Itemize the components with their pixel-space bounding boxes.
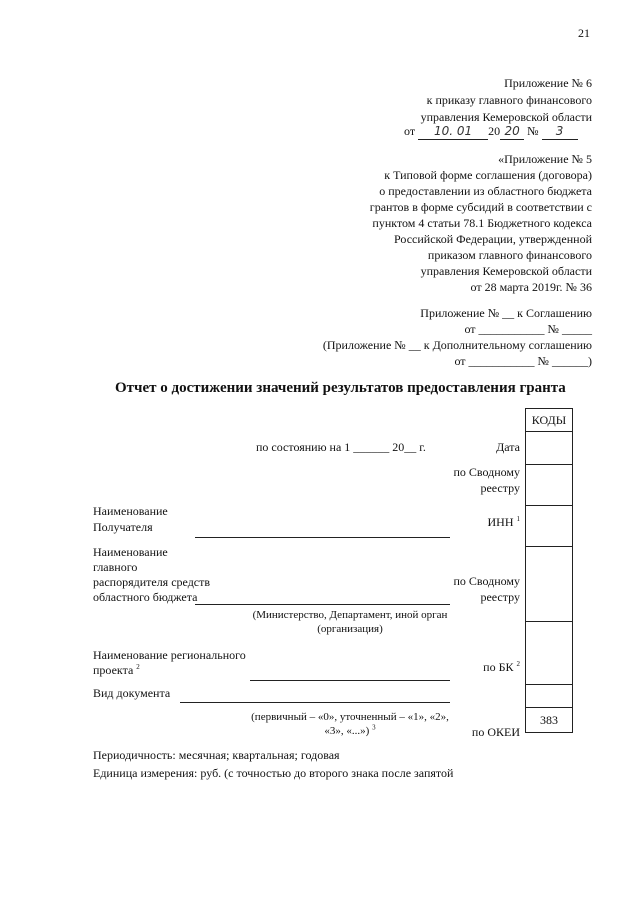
year-prefix: 20 <box>488 124 501 138</box>
inn-text: ИНН <box>487 515 514 529</box>
unit-of-measure: Единица измерения: руб. (с точностью до второго знака после запятой <box>93 766 454 780</box>
handwritten-number: 3 <box>555 124 564 138</box>
bk-footnote: 2 <box>516 660 520 668</box>
project-field[interactable] <box>250 680 450 681</box>
handwritten-year: 20 <box>504 124 520 138</box>
appendix6-line1: Приложение № 6 <box>504 76 592 90</box>
project-label-b <box>93 663 140 678</box>
page-number: 21 <box>578 26 590 40</box>
gr-label-b: главного <box>93 560 138 574</box>
date-prefix: от <box>404 124 416 138</box>
code-cell-svod2[interactable] <box>526 547 573 622</box>
gr-label-a: Наименование <box>93 545 168 559</box>
appendix5-line: о предоставлении из областного бюджета <box>379 184 592 198</box>
code-cell-okei: 383 <box>526 708 573 733</box>
code-cell-date[interactable] <box>526 432 573 465</box>
agreement-line3: (Приложение № __ к Дополнительному соглашению <box>322 338 592 352</box>
code-cell-inn[interactable] <box>526 506 573 547</box>
gr-label-d: областного бюджета <box>93 590 198 604</box>
appendix6-date-row <box>404 124 578 140</box>
doctype-field[interactable] <box>180 702 450 703</box>
appendix5-line: грантов в форме субсидий в соответствии с <box>369 200 592 214</box>
doctype-footnote: 3 <box>372 723 376 732</box>
agreement-line1: Приложение № __ к Соглашению <box>420 306 592 320</box>
doctype-hint-a: (первичный – «0», уточненный – «1», «2», <box>251 711 449 723</box>
doctype-label: Вид документа <box>93 686 171 700</box>
code-cell-bk[interactable] <box>526 622 573 685</box>
appendix6-line3: управления Кемеровской области <box>420 110 592 124</box>
agreement-line2: от ___________ № _____ <box>464 322 592 336</box>
appendix5-line: к Типовой форме соглашения (договора) <box>384 168 592 182</box>
inn-footnote: 1 <box>516 515 520 523</box>
project-label-a: Наименование регионального <box>93 648 246 662</box>
codes-header: КОДЫ <box>526 409 573 432</box>
date-label: Дата <box>496 440 520 454</box>
date-field <box>418 124 488 140</box>
recipient-label-a: Наименование <box>93 504 168 518</box>
recipient-label-b: Получателя <box>93 520 153 534</box>
doctype-hint-b: «3», «...») <box>324 725 370 737</box>
svod1-label-b: реестру <box>480 481 520 495</box>
appendix5-line: «Приложение № 5 <box>498 152 592 166</box>
doctype-hint-b-row <box>240 725 460 737</box>
gr-field[interactable] <box>195 604 450 605</box>
project-footnote: 2 <box>136 663 140 671</box>
ministry-hint-a: (Министерство, Департамент, иной орган <box>252 609 448 621</box>
appendix5-line: приказом главного финансового <box>427 248 592 262</box>
recipient-field[interactable] <box>195 537 450 538</box>
number-prefix: № <box>527 124 539 138</box>
okei-label: по ОКЕИ <box>471 725 520 739</box>
as-of-line: по состоянию на 1 ______ 20__ г. <box>256 440 426 454</box>
year-field <box>500 124 524 140</box>
appendix5-line: пунктом 4 статьи 78.1 Бюджетного кодекса <box>372 216 592 230</box>
appendix5-line: Российской Федерации, утвержденной <box>394 232 592 246</box>
appendix5-line: управления Кемеровской области <box>420 264 592 278</box>
appendix6-line2: к приказу главного финансового <box>426 93 592 107</box>
code-cell-empty[interactable] <box>526 685 573 708</box>
handwritten-date: 10. 01 <box>434 124 473 138</box>
appendix5-line: от 28 марта 2019г. № 36 <box>470 280 592 294</box>
inn-label <box>488 515 521 530</box>
document-title: Отчет о достижении значений результатов предоставления гранта <box>115 380 566 396</box>
codes-table <box>525 408 573 733</box>
bk-text: по БК <box>483 660 514 674</box>
project-text: проекта <box>93 663 134 677</box>
svod2-label-a: по Сводному <box>453 574 520 588</box>
code-cell-svod1[interactable] <box>526 465 573 506</box>
svod2-label-b: реестру <box>480 590 520 604</box>
periodicity: Периодичность: месячная; квартальная; годовая <box>93 748 340 762</box>
bk-label <box>483 660 520 675</box>
number-field <box>542 124 578 140</box>
agreement-line4: от ___________ № ______) <box>454 354 592 368</box>
svod1-label-a: по Сводному <box>453 465 520 479</box>
gr-label-c: распорядителя средств <box>93 575 211 589</box>
ministry-hint-b: (организация) <box>317 623 383 635</box>
